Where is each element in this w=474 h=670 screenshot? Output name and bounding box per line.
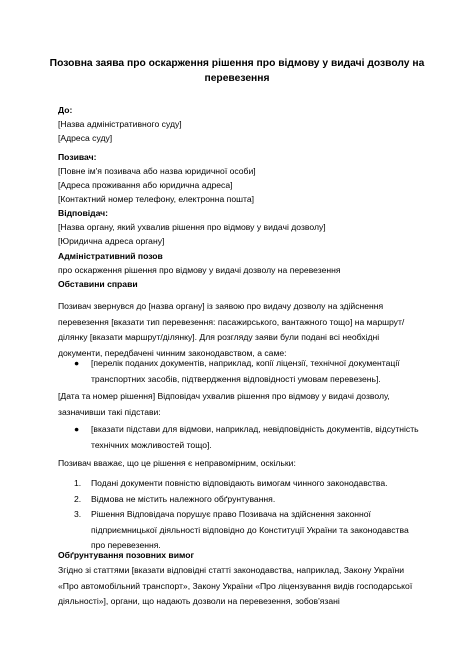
list-item: 2. Відмова не містить належного обґрунтування. [74, 493, 276, 504]
claim-block [58, 249, 428, 277]
defendant-address: [Юридична адреса органу] [58, 236, 165, 246]
plaintiff-name: [Повне ім'я позивача або назва юридичної особи] [58, 166, 256, 176]
court-name: [Назва адміністративного суду] [58, 119, 182, 129]
documents-list [58, 356, 426, 387]
objections-list [58, 476, 421, 554]
plaintiff-address: [Адреса проживання або юридична адреса] [58, 180, 233, 190]
claim-label: Адміністративний позов [58, 251, 163, 261]
court-address: [Адреса суду] [58, 133, 113, 143]
bullet-icon: ● [74, 424, 80, 434]
bullet-icon: ● [74, 358, 80, 368]
refusal-reasons-list [58, 422, 426, 453]
list-item: ● [вказати підстави для відмови, наприклад, невідповідність документів, відсутність технічних можливостей тощо]. [74, 424, 419, 450]
plaintiff-label: Позивач: [58, 152, 97, 162]
circumstances-heading: Обставини справи [58, 279, 138, 289]
circumstances-paragraph-2: [Дата та номер рішення] Відповідач ухвалив рішення про відмову у видачі дозволу, зазначивши такі підстави: [58, 391, 390, 417]
list-item: ● [перелік поданих документів, наприклад, копії ліцензії, технічної документації транспортних засобів, підтвердження відповідності умовам перевезень]. [74, 358, 400, 384]
justification-heading: Обґрунтування позовних вимог [58, 550, 195, 560]
defendant-label: Відповідач: [58, 208, 109, 218]
list-item: 1. Подані документи повністю відповідають вимогам чинного законодавства. [74, 478, 388, 488]
defendant-block [58, 206, 428, 248]
plaintiff-contacts: [Контактний номер телефону, електронна пошта] [58, 194, 255, 204]
claim-subtitle: про оскарження рішення про відмову у видачі дозволу на перевезення [58, 265, 341, 275]
plaintiff-block [58, 150, 428, 206]
document-title: Позовна заява про оскарження рішення про відмову у видачі дозволу на перевезення [49, 58, 425, 84]
list-item: 3. Рішення Відповідача порушує право Позивача на здійснення законної підприємницької діяльності відповідно до Конституції України та законодавства про перевезення. [74, 509, 409, 550]
circumstances-paragraph-3: Позивач вважає, що це рішення є неправомірним, оскільки: [58, 458, 296, 468]
circumstances-paragraph-1: Позивач звернувся до [назва органу] із заявою про видачу дозволу на здійснення перевезення [вказати тип перевезення: пасажирського, вантажного тощо] на маршрут/ділянку [вказати маршрут/ділянку]. Для розгляду заяви були подані всі необхідні документи, передбачені чинним законодавством, а саме: [58, 301, 405, 358]
addressee-label: До: [58, 105, 73, 115]
defendant-name: [Назва органу, який ухвалив рішення про відмову у видачі дозволу] [58, 222, 326, 232]
justification-paragraph-1: Згідно зі статтями [вказати відповідні статті законодавства, наприклад, Закону України «Про автомобільний транспорт», Закону України «Про ліцензування видів господарської діяльності»], органи, що надають дозволи на перевезення, зобов'язані [58, 565, 413, 606]
addressee-block [58, 103, 428, 145]
